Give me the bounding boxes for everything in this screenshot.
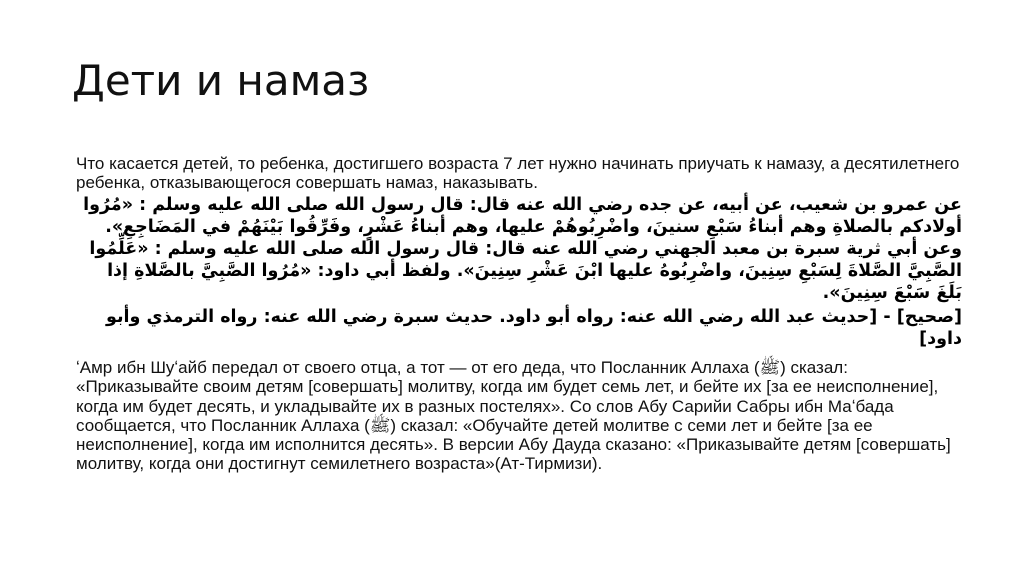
arabic-hadith-text: عن عمرو بن شعيب، عن أبيه، عن جده رضي الله عنه قال: قال رسول الله صلى الله عليه وسلم : «مُرُوا أولادكم بالصلاةِ وهم أبناءُ سَبْعِ سنينَ، واضْرِبُوهُمْ عليها، وهم أبناءُ عَشْرٍ، وفَرِّقُوا بَيْنَهُمْ في المَضَاجِعِ». وعن أبي ثرية سبرة بن معبد الجهني رضي الله عنه قال: قال رسول الله صلى الله عليه وسلم : «عَلِّمُوا الصَّبِيَّ الصَّلاةَ لِسَبْعِ سِنِينَ، واضْرِبُوهُ عليها ابْنَ عَشْرِ سِنِينَ». ولفظ أبي داود: «مُرُوا الصَّبِيَّ بالصَّلاةِ إذا بَلَغَ سَبْعَ سِنِينَ». <box>83 195 962 303</box>
hadith-translation: ʻАмр ибн Шуʻайб передал от своего отца, а тот — от его деда, что Посланник Аллаха (ﷺ) сказал: «Приказывайте своим детям [совершать] молитву, когда им будет семь лет, и бейте их [за ее неисполнение], когда им будет десять, и укладывайте их в разных постелях». Со слов Абу Сарийи Сабры ибн Маʻбада сообщается, что Посланник Аллаха (ﷺ) сказал: «Обучайте детей молитве с семи лет и бейте [за ее неисполнение], когда им исполнится десять». В версии Абу Дауда сказано: «Приказывайте детям [совершать] молитву, когда они достигнут семилетнего возраста»(Ат-Тирмизи). <box>76 358 951 474</box>
slide-body <box>76 154 962 474</box>
slide-title: Дети и намаз <box>72 56 370 105</box>
intro-paragraph: Что касается детей, то ребенка, достигшего возраста 7 лет нужно начинать приучать к намазу, а десятилетнего ребенка, отказывающегося совершать намаз, наказывать. <box>76 154 960 192</box>
arabic-hadith-grade: [صحيح] - [حديث عبد الله رضي الله عنه: رواه أبو داود. حديث سبرة رضي الله عنه: رواه الترمذي وأبو داود] <box>106 307 962 349</box>
